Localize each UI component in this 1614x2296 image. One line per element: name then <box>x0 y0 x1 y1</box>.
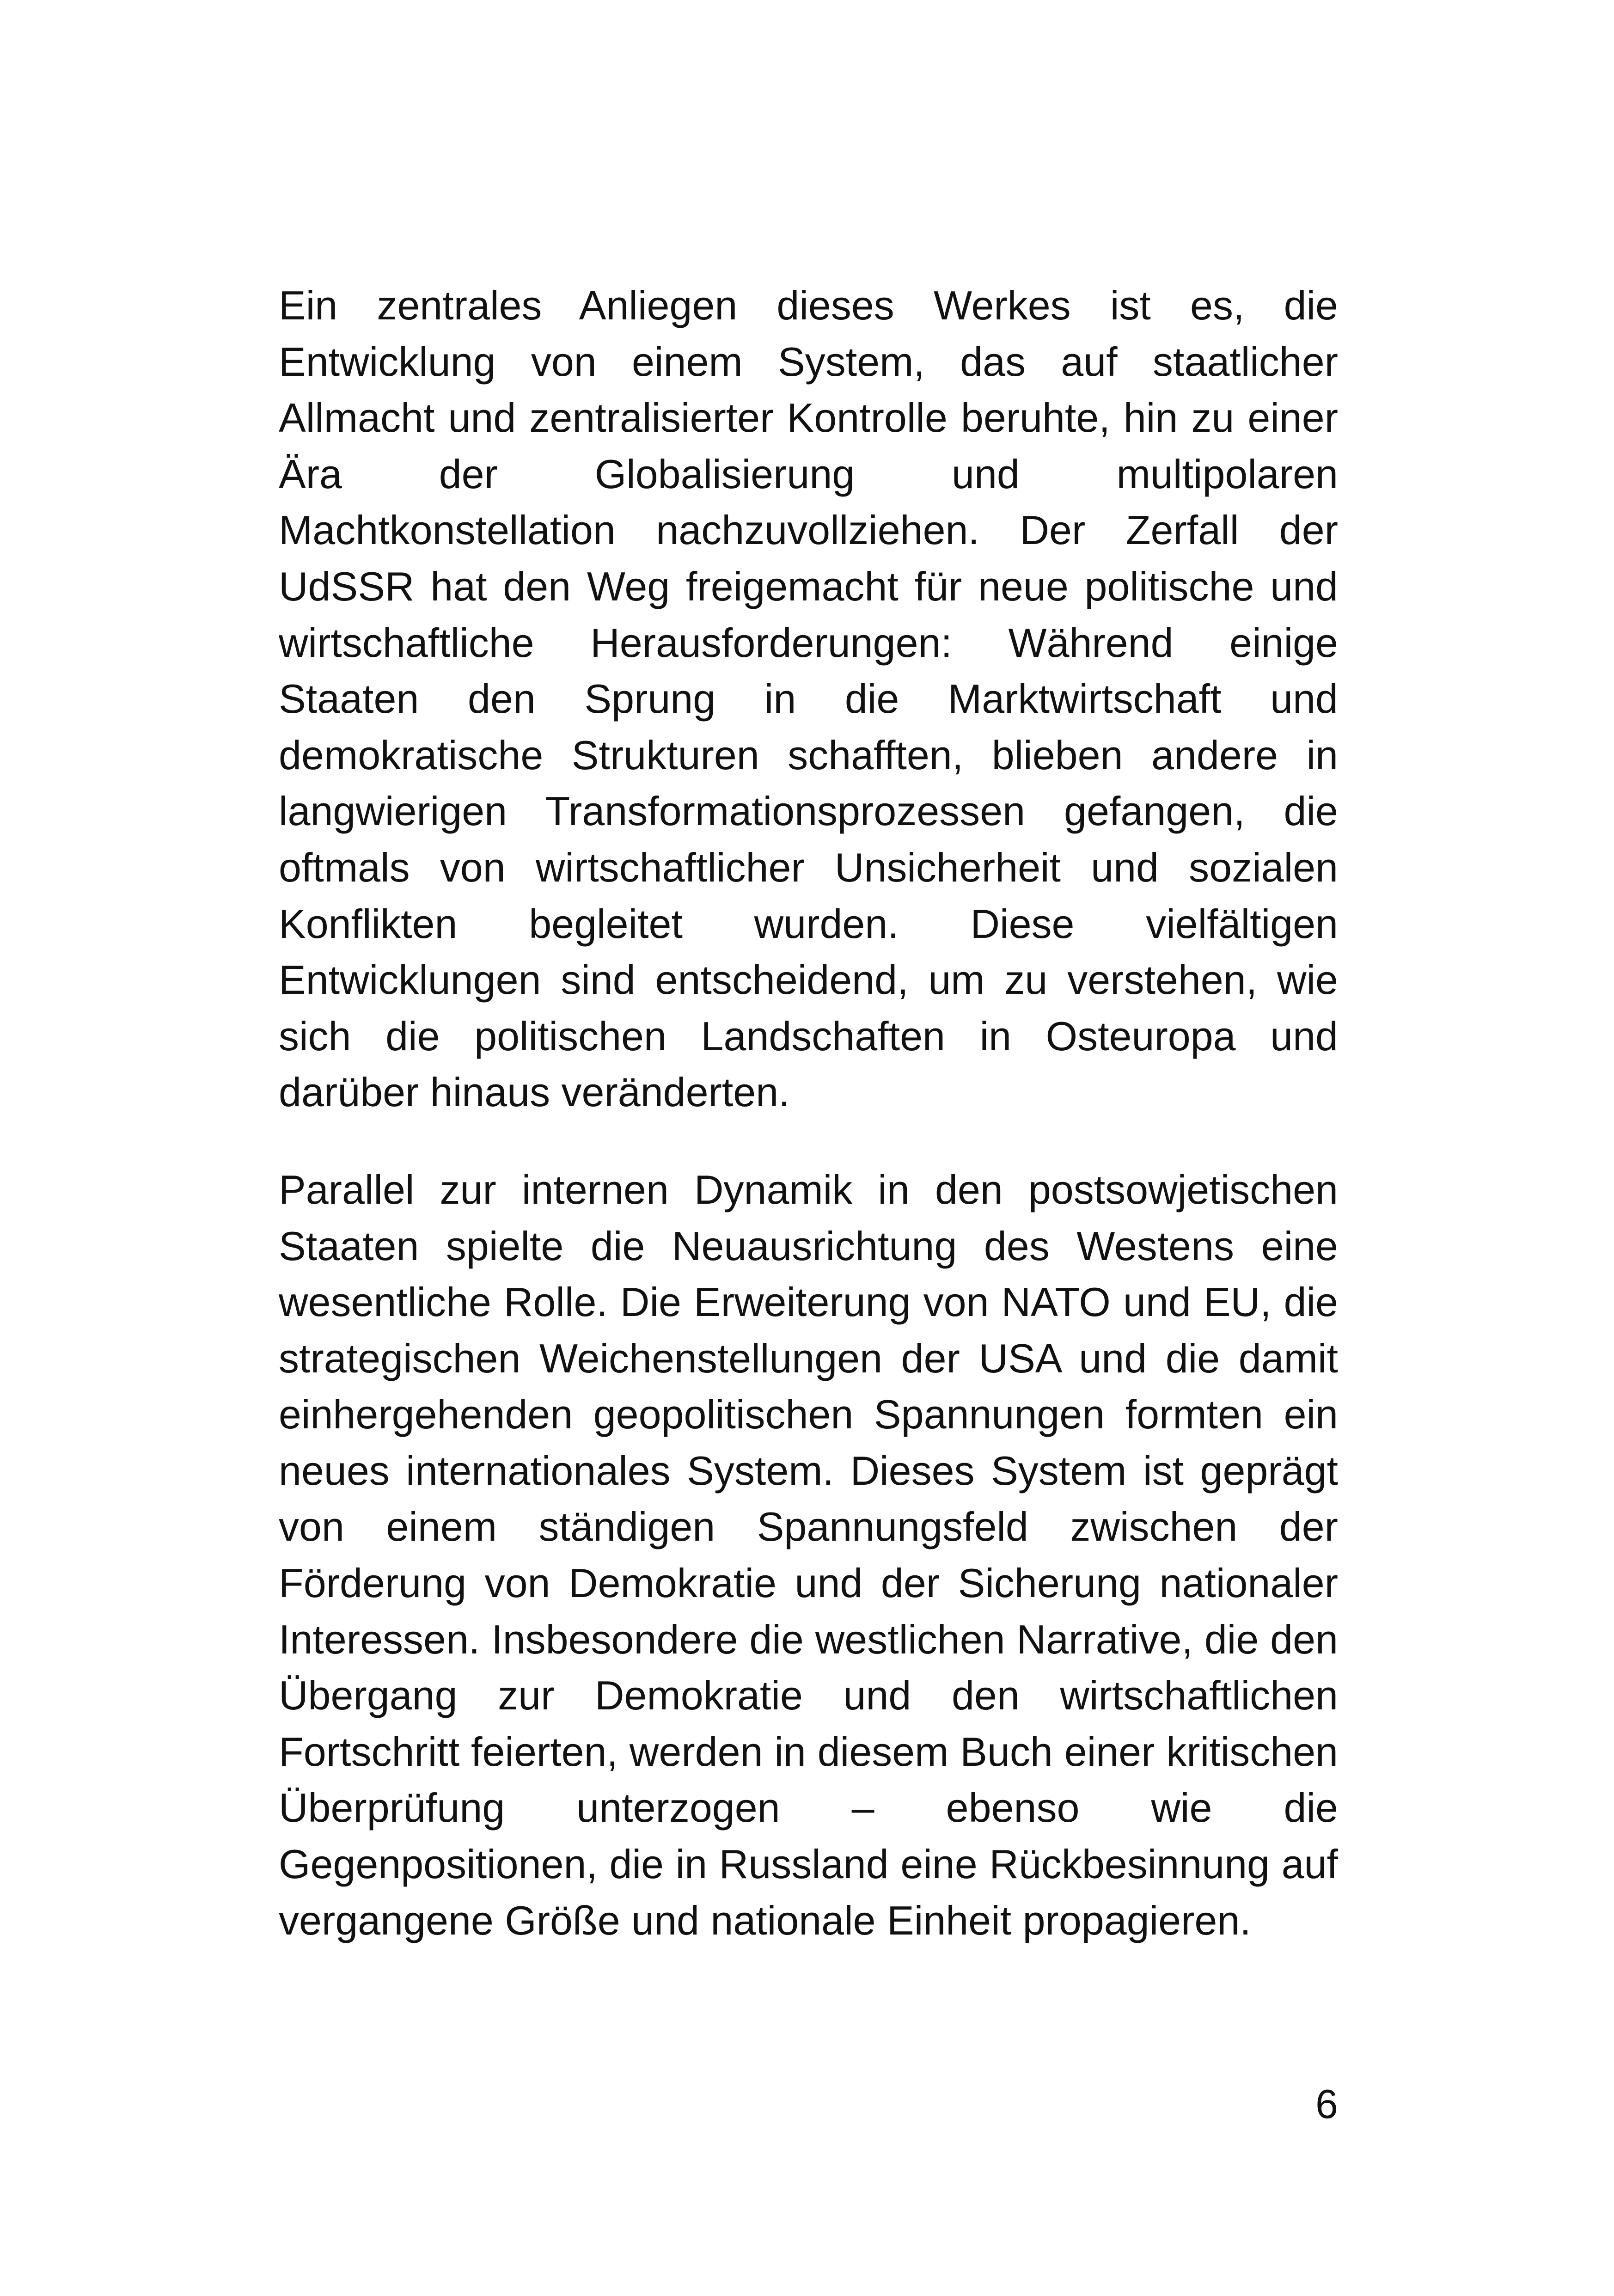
page-number: 6 <box>1315 2081 1338 2127</box>
paragraph-1: Ein zentrales Anliegen dieses Werkes ist es, die Entwicklung von einem System, das auf staatlicher Allmacht und zentralisierter Kontrolle beruhte, hin zu einer Ära der Globalisierung und multipolaren Machtkonstellation nachzuvollziehen. Der Zerfall der UdSSR hat den Weg freigemacht für neue politische und wirtschaftliche Herausforderungen: Während einige Staaten den Sprung in die Marktwirtschaft und demokratische Strukturen schafften, blieben andere in langwierigen Transformationsprozessen gefangen, die oftmals von wirtschaftlicher Unsicherheit und sozialen Konflikten begleitet wurden. Diese vielfältigen Entwicklungen sind entscheidend, um zu verstehen, wie sich die politischen Landschaften in Osteuropa und darüber hinaus veränderten. <box>279 282 1338 1115</box>
paragraph-2: Parallel zur internen Dynamik in den postsowjetischen Staaten spielte die Neuausrichtung des Westens eine wesentliche Rolle. Die Erweiterung von NATO und EU, die strategischen Weichenstellungen der USA und die damit einhergehenden geopolitischen Spannungen formten ein neues internationales System. Dieses System ist geprägt von einem ständigen Spannungsfeld zwischen der Förderung von Demokratie und der Sicherung nationaler Interessen. Insbesondere die westlichen Narrative, die den Übergang zur Demokratie und den wirtschaftlichen Fortschritt feierten, werden in diesem Buch einer kritischen Überprüfung unterzogen – ebenso wie die Gegenpositionen, die in Russland eine Rückbesinnung auf vergangene Größe und nationale Einheit propagieren. <box>279 1166 1338 1943</box>
body-text <box>279 277 1338 1948</box>
